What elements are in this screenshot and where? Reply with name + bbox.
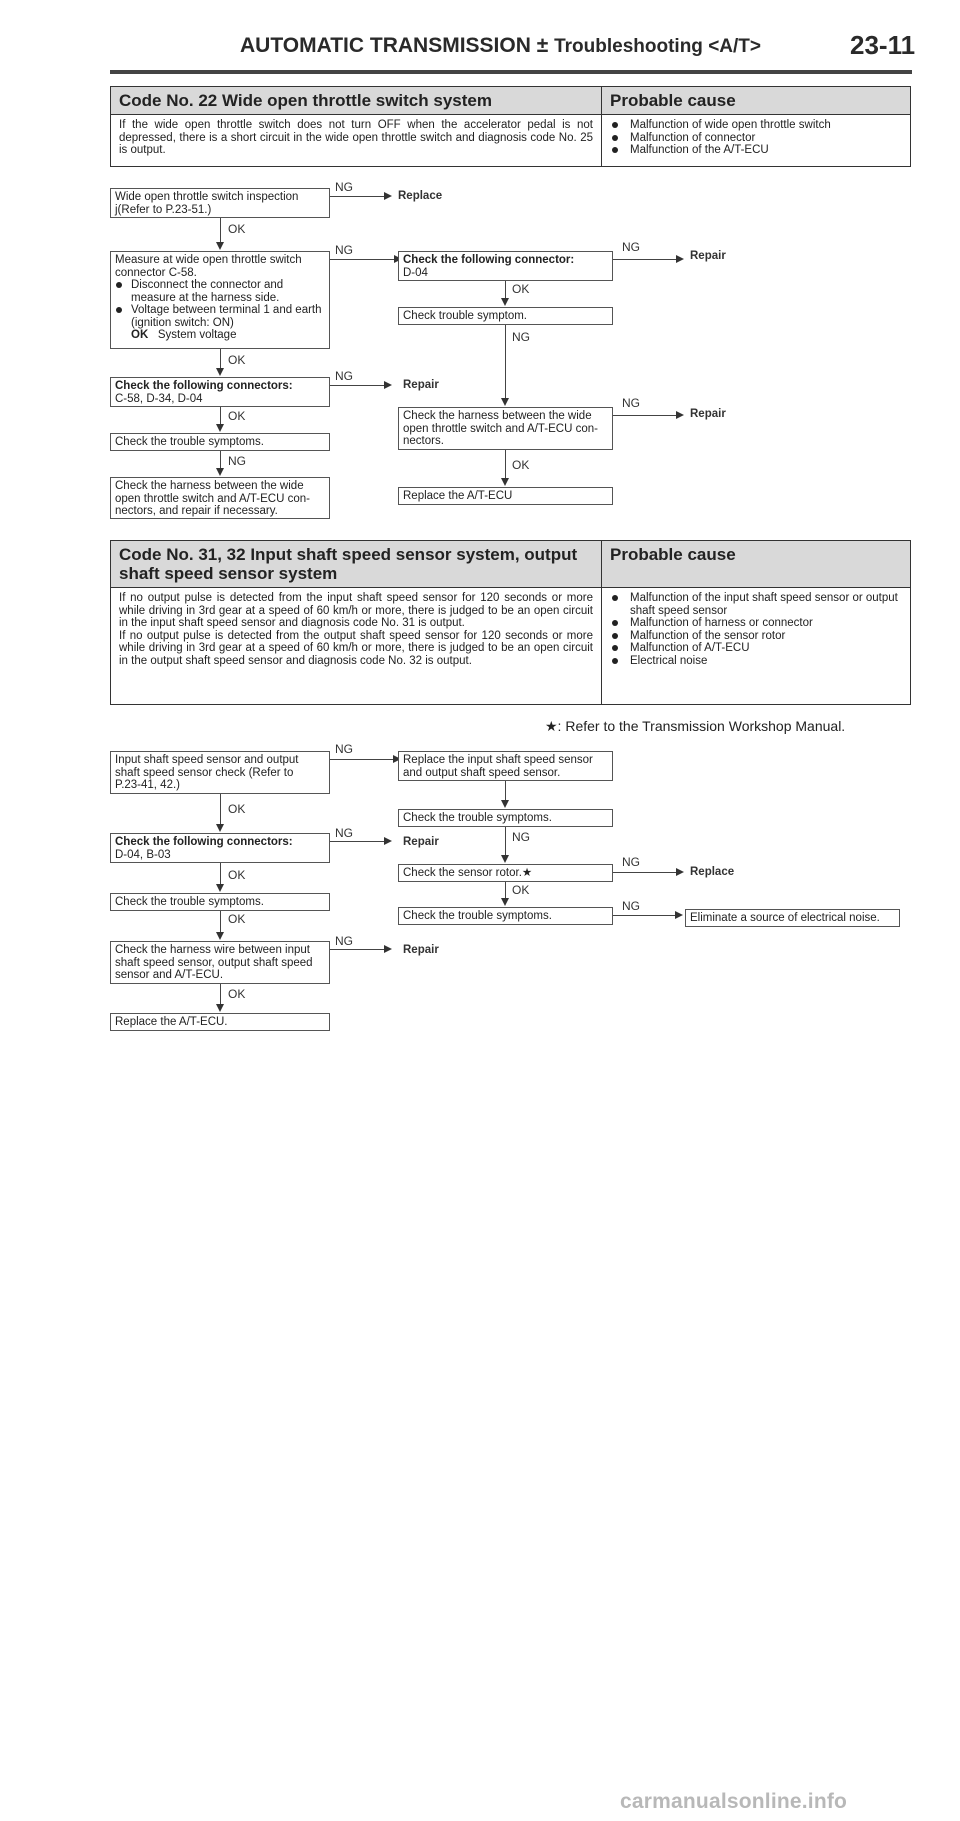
sensor-check-box (110, 751, 330, 794)
cause-item: Malfunction of the input shaft speed sensor or output shaft speed sensor (610, 592, 902, 617)
arrow-down-icon (216, 884, 224, 892)
check-connectors-box (110, 377, 330, 407)
repair-action: Repair (690, 408, 726, 420)
replace-ecu-box: Replace the A/T-ECU. (110, 1013, 330, 1031)
check-trouble-symptoms-box: Check the trouble symptoms. (110, 893, 330, 911)
flow-line (505, 781, 506, 801)
wot-switch-inspection-box (110, 188, 330, 218)
flow-line (505, 882, 506, 899)
arrow-down-icon (216, 824, 224, 832)
flow-line (330, 949, 385, 950)
ng-label: NG (512, 330, 530, 344)
code22-table (110, 86, 911, 167)
check-trouble-symptoms-box: Check the trouble symptoms. (398, 809, 613, 827)
box-text: D-04, B-03 (115, 848, 171, 861)
cause-item: Malfunction of harness or connector (610, 617, 902, 630)
code31-description-2: If no output pulse is detected from the output shaft speed sensor for 120 seconds or more while driving in 3rd gear at a speed of 60 km/h or more, there is judged to be an open circuit in the output shaft speed sensor and diagnosis code No. 32 is output. (119, 629, 593, 667)
header-rule (110, 70, 912, 74)
arrow-right-icon (675, 911, 683, 919)
check-harness-wire-box (110, 941, 330, 984)
flow-line (505, 325, 506, 399)
box-line: Check the harness between the wide (115, 480, 304, 492)
ng-label: NG (622, 396, 640, 410)
ok-label: OK (512, 458, 530, 472)
cause-item: Malfunction of A/T-ECU (610, 642, 902, 655)
flow-line (220, 863, 221, 885)
box-line: j(Refer to P.23-51.) (115, 203, 212, 216)
repair-action: Repair (403, 836, 439, 848)
box-line: nectors. (403, 435, 444, 447)
arrow-right-icon (676, 868, 684, 876)
flow-line (330, 196, 385, 197)
flow-line (330, 385, 385, 386)
box-line: nectors, and repair if necessary. (115, 505, 278, 517)
flow-line (613, 872, 677, 873)
code22-description: If the wide open throttle switch does not turn OFF when the accelerator pedal is not depressed, there is a short circuit in the wide open throttle switch and diagnosis code No. 25 is output. (119, 119, 593, 156)
check-harness-repair-box (110, 477, 330, 519)
box-line: Input shaft speed sensor and output (115, 754, 299, 766)
ok-label: OK (228, 222, 246, 236)
flow-line (220, 984, 221, 1005)
box-line: Wide open throttle switch inspection (115, 191, 299, 203)
ng-label: NG (622, 240, 640, 254)
cause-item: Malfunction of connector (610, 132, 902, 145)
check-connector-d04-box (398, 251, 613, 281)
flow-line (613, 415, 677, 416)
box-line: Measure at wide open throttle switch (115, 254, 302, 266)
flow-line (613, 259, 677, 260)
ng-label: NG (335, 243, 353, 257)
repair-action: Repair (403, 944, 439, 956)
arrow-right-icon (676, 255, 684, 263)
ok-label: OK (228, 868, 246, 882)
step-item: Disconnect the connector and measure at the harness side. (115, 279, 325, 304)
ng-label: NG (335, 180, 353, 194)
arrow-down-icon (501, 398, 509, 406)
check-harness-box (398, 407, 613, 450)
measure-connector-box (110, 251, 330, 349)
box-line: P.23-41, 42.) (115, 779, 181, 791)
box-line: sensor and A/T-ECU. (115, 969, 224, 981)
arrow-right-icon (676, 411, 684, 419)
eliminate-noise-box: Eliminate a source of electrical noise. (685, 909, 900, 927)
flow-line (220, 349, 221, 369)
page-subtitle: Troubleshooting <A/T> (554, 36, 761, 57)
code22-causes (610, 119, 902, 157)
box-line: open throttle switch and A/T-ECU con- (115, 492, 310, 505)
box-heading: Check the following connectors: (115, 836, 293, 848)
box-line: and output shaft speed sensor. (403, 766, 561, 779)
arrow-right-icon (384, 945, 392, 953)
flow-line (505, 450, 506, 479)
ok-label: OK (512, 282, 530, 296)
ng-label: NG (512, 830, 530, 844)
box-heading: Check the following connectors: (115, 380, 293, 392)
ok-label: OK (228, 409, 246, 423)
box-heading: Check the following connector: (403, 254, 575, 266)
arrow-down-icon (216, 424, 224, 432)
check-trouble-symptoms-box: Check the trouble symptoms. (398, 907, 613, 925)
repair-action: Repair (403, 379, 439, 391)
repair-action: Repair (690, 250, 726, 262)
code31-cause-title: Probable cause (602, 541, 911, 588)
ng-label: NG (335, 826, 353, 840)
arrow-down-icon (216, 932, 224, 940)
step-item: Voltage between terminal 1 and earth (ignition switch: ON) (115, 304, 325, 329)
ok-label: OK (228, 987, 246, 1001)
ng-label: NG (622, 899, 640, 913)
cause-item: Malfunction of wide open throttle switch (610, 119, 902, 132)
code31-description-1: If no output pulse is detected from the input shaft speed sensor for 120 seconds or more while driving in 3rd gear at a speed of 60 km/h or more, there is judged to be an open circuit in the input shaft speed sensor and diagnosis code No. 31 is output. (119, 592, 593, 629)
measure-steps (115, 279, 325, 329)
box-line: connector C-58. (115, 266, 197, 279)
flow-line (505, 281, 506, 299)
code31-table (110, 540, 911, 705)
arrow-down-icon (216, 468, 224, 476)
box-line: Replace the input shaft speed sensor (403, 754, 593, 766)
arrow-down-icon (501, 298, 509, 306)
ok-key: OK (131, 329, 149, 341)
flow-line (220, 451, 221, 469)
ng-label: NG (335, 742, 353, 756)
arrow-down-icon (216, 368, 224, 376)
flow-line (330, 759, 394, 760)
box-text: D-04 (403, 266, 428, 279)
code31-causes (610, 592, 902, 667)
code31-title: Code No. 31, 32 Input shaft speed sensor system, output shaft speed sensor system (111, 541, 602, 588)
flow-line (613, 915, 676, 916)
page-number: 23-11 (850, 30, 916, 60)
flow-line (220, 218, 221, 243)
flow-line (220, 794, 221, 825)
arrow-right-icon (384, 837, 392, 845)
flow-line (330, 259, 395, 260)
ng-label: NG (228, 454, 246, 468)
arrow-down-icon (501, 800, 509, 808)
cause-item: Malfunction of the sensor rotor (610, 630, 902, 643)
replace-sensors-box (398, 751, 613, 781)
box-line: Check the harness between the wide (403, 410, 592, 422)
arrow-down-icon (501, 478, 509, 486)
box-line: Check the harness wire between input (115, 944, 310, 956)
box-line: open throttle switch and A/T-ECU con- (403, 422, 598, 435)
check-trouble-symptom-box: Check trouble symptom. (398, 307, 613, 325)
cause-item: Electrical noise (610, 655, 902, 668)
arrow-down-icon (501, 855, 509, 863)
box-line: shaft speed sensor, output shaft speed (115, 956, 313, 969)
ng-label: NG (335, 369, 353, 383)
ok-text: System voltage (157, 329, 237, 341)
ok-label: OK (228, 912, 246, 926)
arrow-down-icon (216, 242, 224, 250)
flow-line (330, 841, 385, 842)
arrow-right-icon (384, 192, 392, 200)
ng-label: NG (622, 855, 640, 869)
ok-condition (115, 329, 325, 342)
watermark: carmanualsonline.info (620, 1790, 848, 1813)
ng-label: NG (335, 934, 353, 948)
arrow-down-icon (501, 898, 509, 906)
code22-title: Code No. 22 Wide open throttle switch system (111, 87, 602, 115)
ok-label: OK (228, 353, 246, 367)
check-trouble-symptoms-box: Check the trouble symptoms. (110, 433, 330, 451)
arrow-down-icon (216, 1004, 224, 1012)
check-connectors-box (110, 833, 330, 863)
flow-line (220, 911, 221, 933)
replace-action: Replace (690, 866, 735, 878)
code22-cause-title: Probable cause (602, 87, 911, 115)
cause-item: Malfunction of the A/T-ECU (610, 144, 902, 157)
replace-action: Replace (398, 190, 443, 202)
arrow-right-icon (384, 381, 392, 389)
page-title: AUTOMATIC TRANSMISSION ± Troubleshooting <A/T> (240, 34, 761, 57)
ok-label: OK (512, 883, 530, 897)
check-sensor-rotor-box: Check the sensor rotor.★ (398, 864, 613, 882)
box-text: C-58, D-34, D-04 (115, 392, 203, 405)
flow-line (505, 827, 506, 856)
workshop-manual-note: ★: Refer to the Transmission Workshop Manual. (545, 718, 846, 734)
replace-ecu-box: Replace the A/T-ECU (398, 487, 613, 505)
box-line: shaft speed sensor check (Refer to (115, 766, 294, 779)
ok-label: OK (228, 802, 246, 816)
flow-line (220, 407, 221, 425)
